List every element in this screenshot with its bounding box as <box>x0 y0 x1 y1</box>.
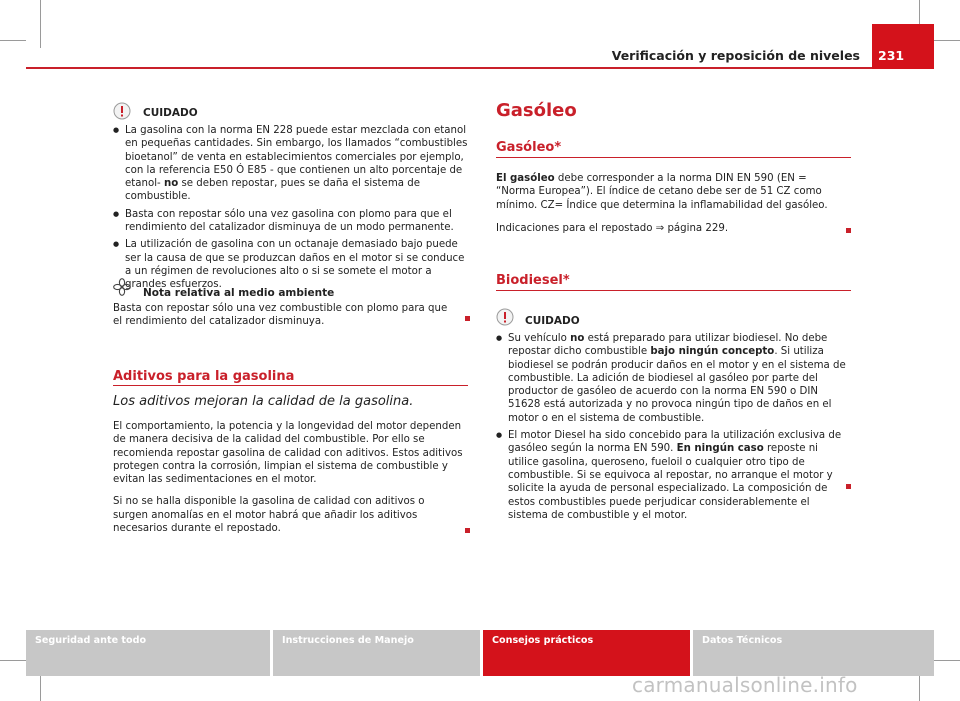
environment-title: Nota relativa al medio ambiente <box>143 287 335 299</box>
tab-datos-tecnicos[interactable]: Datos Técnicos <box>693 630 934 676</box>
heading-rule <box>496 290 851 291</box>
biodiesel-caution-title: CUIDADO <box>525 315 580 327</box>
crop-mark <box>934 660 960 661</box>
additives-body <box>113 420 468 535</box>
caution-title: CUIDADO <box>143 107 198 119</box>
crop-mark <box>0 40 26 41</box>
crop-mark <box>919 676 920 701</box>
repostado-reference: Indicaciones para el repostado ⇒ página 229. <box>496 222 729 234</box>
caution-item: ● La gasolina con la norma EN 228 puede estar mezclada con etanol en pequeñas cantidades. Sin embargo, los llamados “combustibles bioetanol” de venta en establecimientos comerciales por ejemplo, con la referencia E50 Ó E85 - que contienen un alto porcentaje de etanol- no se deben repostar, pues se daña el sistema de combustible. <box>113 124 468 204</box>
additives-heading: Aditivos para la gasolina <box>113 369 295 384</box>
caution-icon <box>496 308 514 326</box>
additives-paragraph: El comportamiento, la potencia y la longevidad del motor dependen de manera decisiva de la calidad del combustible. Por ello se recomienda repostar gasolina de calidad con aditivos. Estos aditivos protegen contra la corrosión, limpian el sistema de combustible y evitan las sedimentaciones en el motor. <box>113 421 463 486</box>
crop-mark <box>40 0 41 48</box>
heading-rule <box>113 385 468 386</box>
caution-item: ● Su vehículo no está preparado para utilizar biodiesel. No debe repostar dicho combustible bajo ningún concepto. Si utiliza biodiesel se podrán producir daños en el motor y en el sistema de combustible. La adición de biodiesel al gasóleo por parte del productor de gasóleo de acuerdo con la norma EN 590 o DIN 51628 está autorizada y no provoca ningún tipo de daños en el motor o en el sistema de combustible. <box>496 332 851 425</box>
caution-list <box>113 124 468 292</box>
additives-paragraph: Si no se halla disponible la gasolina de calidad con aditivos o surgen anomalías en el motor habrá que añadir los aditivos necesarios durante el repostado. <box>113 496 425 535</box>
watermark: carmanualsonline.info <box>632 673 858 697</box>
environment-text: Basta con repostar sólo una vez combustible con plomo para que el rendimiento del catalizador disminuya. <box>113 303 448 328</box>
crop-mark <box>0 660 26 661</box>
environment-icon <box>113 278 131 296</box>
end-mark <box>465 316 470 321</box>
caution-icon <box>113 102 131 120</box>
crop-mark <box>934 40 960 41</box>
tab-consejos[interactable]: Consejos prácticos <box>483 630 690 676</box>
section-title: Verificación y reposición de niveles <box>611 48 860 63</box>
end-mark <box>846 228 851 233</box>
crop-mark <box>919 0 920 24</box>
additives-subtitle: Los aditivos mejoran la calidad de la gasolina. <box>113 394 414 409</box>
gasoleo-body <box>496 172 846 235</box>
end-mark <box>846 484 851 489</box>
caution-item: ● La utilización de gasolina con un octanaje demasiado bajo puede ser la causa de que se produzcan daños en el motor si se conduce a un régimen de revoluciones alto o si se somete el motor a grandes esfuerzos. <box>113 238 468 291</box>
gasoleo-paragraph: El gasóleo debe corresponder a la norma DIN EN 590 (EN = “Norma Europea”). El índice de cetano debe ser de 51 CZ como mínimo. CZ= Índice que determina la inflamabilidad del gasóleo. <box>496 173 828 211</box>
page-number: 231 <box>872 24 934 69</box>
tab-instrucciones[interactable]: Instrucciones de Manejo <box>273 630 480 676</box>
header-rule <box>26 67 872 69</box>
heading-rule <box>496 157 851 158</box>
biodiesel-heading: Biodiesel* <box>496 273 570 288</box>
caution-item: ● Basta con repostar sólo una vez gasolina con plomo para que el rendimiento del catalizador disminuya de un modo permanente. <box>113 208 468 235</box>
tab-seguridad[interactable]: Seguridad ante todo <box>26 630 270 676</box>
end-mark <box>465 528 470 533</box>
gasoleo-heading: Gasóleo* <box>496 140 562 155</box>
biodiesel-caution-list <box>496 332 851 522</box>
caution-item: ● El motor Diesel ha sido concebido para la utilización exclusiva de gasóleo según la norma EN 590. En ningún caso reposte ni utilice gasolina, queroseno, fueloil o cualquier otro tipo de combustible. Si se equivoca al repostar, no arranque el motor y solicite la ayuda de personal especializado. La composición de estos combustibles puede perjudicar considerablemente el sistema de combustible y el motor. <box>496 429 851 522</box>
page-main-title: Gasóleo <box>496 100 577 121</box>
